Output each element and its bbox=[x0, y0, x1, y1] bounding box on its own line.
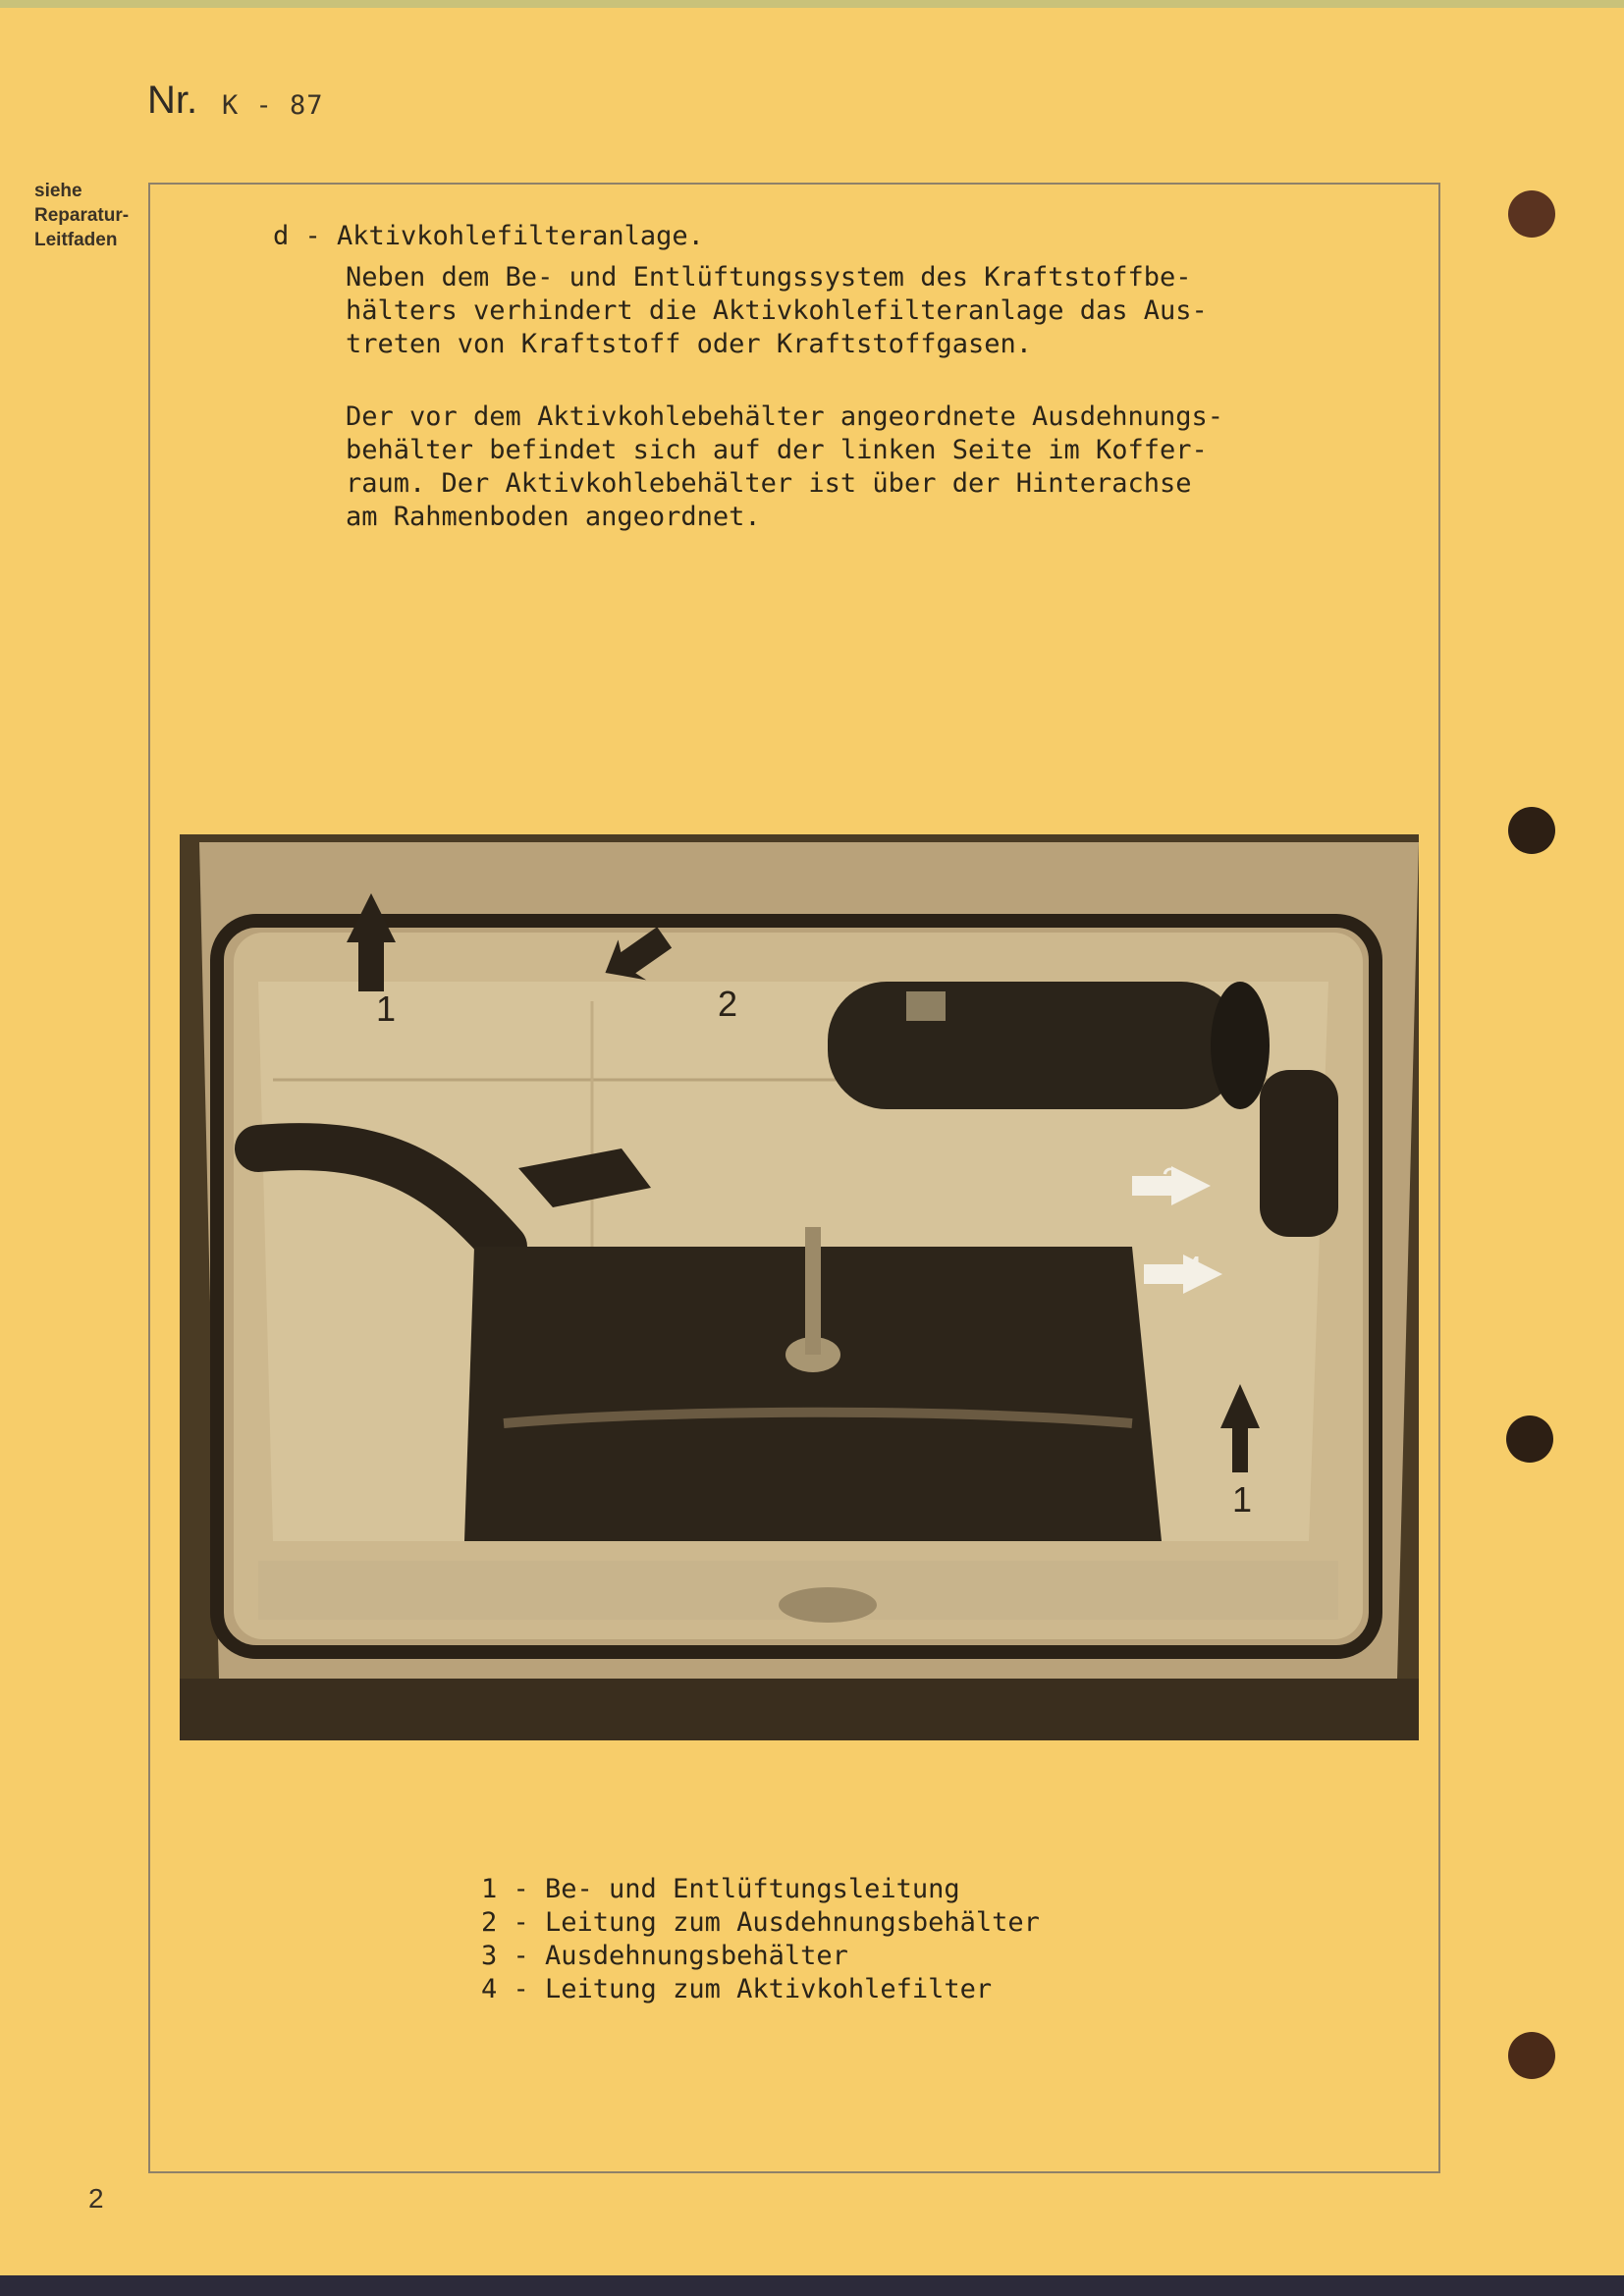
punch-hole bbox=[1508, 190, 1555, 238]
paragraph-2 bbox=[346, 400, 1337, 534]
section-title: d - Aktivkohlefilteranlage. bbox=[273, 221, 704, 251]
top-edge-strip bbox=[0, 0, 1624, 8]
page-number: 2 bbox=[88, 2183, 104, 2214]
callout-4: 4 bbox=[1183, 1249, 1204, 1289]
callout-1-upper: 1 bbox=[376, 988, 397, 1029]
legend-item: 2 - Leitung zum Ausdehnungsbehälter bbox=[481, 1907, 1040, 1938]
side-note-line: Leitfaden bbox=[34, 230, 118, 250]
paragraph-1 bbox=[346, 261, 1337, 361]
paragraph-line: treten von Kraftstoff oder Kraftstoffgasen. bbox=[346, 329, 1032, 359]
punch-hole bbox=[1506, 1415, 1553, 1463]
document-code: K - 87 bbox=[222, 90, 324, 121]
trunk-photo bbox=[180, 834, 1419, 1740]
punch-hole bbox=[1508, 807, 1555, 854]
punch-hole bbox=[1508, 2032, 1555, 2079]
callout-2: 2 bbox=[718, 984, 738, 1024]
bottom-edge-strip bbox=[0, 2275, 1624, 2296]
callout-1-lower: 1 bbox=[1232, 1479, 1253, 1520]
paragraph-line: Neben dem Be- und Entlüftungssystem des Kraftstoffbe- bbox=[346, 262, 1192, 293]
callout-3: 3 bbox=[1162, 1160, 1182, 1201]
paragraph-line: raum. Der Aktivkohlebehälter ist über der Hinterachse bbox=[346, 468, 1192, 499]
side-note bbox=[34, 179, 133, 252]
legend-item: 1 - Be- und Entlüftungsleitung bbox=[481, 1874, 960, 1904]
paragraph-line: Der vor dem Aktivkohlebehälter angeordnete Ausdehnungs- bbox=[346, 401, 1224, 432]
paragraph-line: behälter befindet sich auf der linken Seite im Koffer- bbox=[346, 435, 1208, 465]
side-note-line: Reparatur- bbox=[34, 205, 130, 226]
header-nr-label: Nr. bbox=[147, 79, 198, 122]
side-note-line: siehe bbox=[34, 181, 82, 201]
paragraph-line: am Rahmenboden angeordnet. bbox=[346, 502, 761, 532]
paragraph-line: hälters verhindert die Aktivkohlefilteranlage das Aus- bbox=[346, 295, 1208, 326]
legend-item: 4 - Leitung zum Aktivkohlefilter bbox=[481, 1974, 993, 2004]
photo-legend bbox=[481, 1873, 1040, 2006]
trunk-photo-illustration bbox=[180, 834, 1419, 1740]
legend-item: 3 - Ausdehnungsbehälter bbox=[481, 1941, 848, 1971]
